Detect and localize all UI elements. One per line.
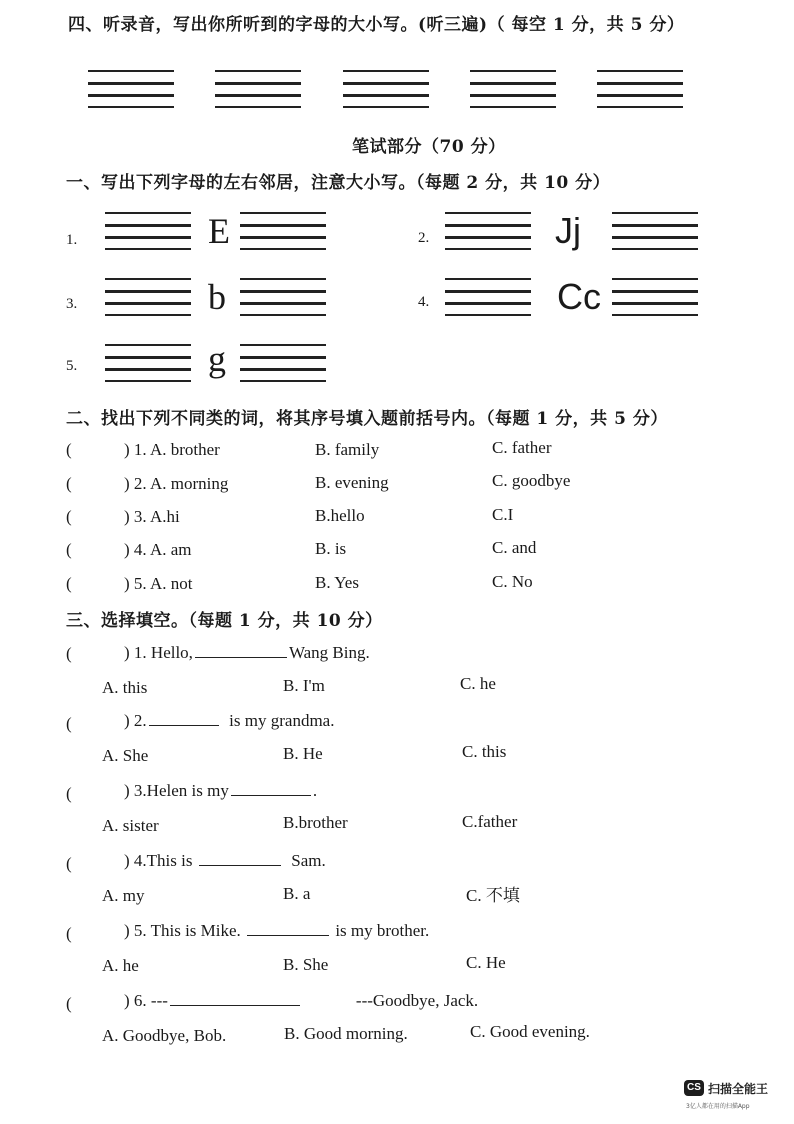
letter-prompt: Cc [557,276,601,317]
question-text [124,710,334,731]
writing-grid[interactable] [612,212,698,250]
option-c: C. and [492,538,537,557]
option-b: B. I'm [283,676,325,695]
writing-grid[interactable] [88,70,174,108]
answer-paren[interactable]: ( [66,924,72,943]
answer-paren[interactable]: ( [66,474,72,493]
option-a: ) 5. A. not [124,574,193,593]
question-stem-end: is my brother. [335,921,430,940]
question-text [124,850,326,871]
answer-paren[interactable]: ( [66,784,72,803]
option-b: B. Good morning. [284,1024,408,1043]
option-b: B. evening [315,473,389,492]
question-stem-end: Sam. [291,851,326,870]
answer-paren[interactable]: ( [66,507,72,526]
option-a: ) 4. A. am [124,540,192,559]
option-a: A. my [102,886,145,905]
question-text [124,780,317,801]
fill-blank[interactable] [149,710,219,726]
option-b: B. She [283,955,329,974]
option-c: C.father [462,812,518,831]
option-a: A. She [102,746,149,765]
writing-grid[interactable] [105,278,191,316]
answer-paren[interactable]: ( [66,540,72,559]
option-a: A. sister [102,816,159,835]
item-number: 3. [66,296,78,312]
writing-grid[interactable] [445,212,531,250]
option-b: B. He [283,744,323,763]
option-b: B.hello [315,506,365,525]
letter-prompt: E [208,211,230,251]
writing-grid[interactable] [240,278,326,316]
answer-paren[interactable]: ( [66,574,72,593]
question-stem-end: . [312,781,318,800]
question-stem: ) 3.Helen is my [124,781,229,800]
option-b: B.brother [283,813,348,832]
option-a: ) 3. A.hi [124,507,180,526]
option-b: B. a [283,884,311,903]
question-text [124,642,370,663]
answer-paren[interactable]: ( [66,994,72,1013]
scanner-tagline: 3亿人都在用的扫描App [686,1103,750,1110]
option-c: C. Good evening. [470,1022,590,1041]
item-number: 5. [66,358,78,374]
writing-grid[interactable] [240,344,326,382]
question-stem-end: ---Goodbye, Jack. [355,991,479,1010]
option-a: A. he [102,956,139,975]
question-stem: ) 2. [124,711,147,730]
fill-blank[interactable] [231,780,311,796]
question-stem: ) 1. Hello, [124,643,193,662]
writing-grid[interactable] [105,344,191,382]
option-c: C. He [466,953,506,972]
option-c: C. he [460,674,496,693]
question-stem: ) 6. --- [124,991,168,1010]
option-a: A. Goodbye, Bob. [102,1026,227,1045]
writing-grid[interactable] [612,278,698,316]
fill-blank[interactable] [247,920,329,936]
question-stem-end: Wang Bing. [288,643,370,662]
answer-paren[interactable]: ( [66,644,72,663]
item-number: 2. [418,230,430,246]
item-number: 1. [66,232,78,248]
part3-title: 三、选择填空。（每题 1 分，共 10 分） [66,611,383,631]
option-b: B. family [315,440,380,459]
writing-grid[interactable] [343,70,429,108]
answer-paren[interactable]: ( [66,714,72,733]
option-a: ) 2. A. morning [124,474,229,493]
question-stem: ) 5. This is Mike. [124,921,241,940]
writing-grid[interactable] [215,70,301,108]
fill-blank[interactable] [170,990,300,1006]
part2-title: 二、找出下列不同类的词，将其序号填入题前括号内。（每题 1 分，共 5 分） [66,409,668,429]
item-number: 4. [418,294,430,310]
question-stem: ) 4.This is [124,851,193,870]
option-b: B. Yes [315,573,359,592]
writing-grid[interactable] [445,278,531,316]
writing-grid[interactable] [597,70,683,108]
part4-title: 四、听录音，写出你所听到的字母的大小写。(听三遍)（ 每空 1 分，共 5 分） [68,15,685,35]
written-part-title: 笔试部分（70 分） [352,137,506,157]
scanner-app-name: 扫描全能王 [708,1082,769,1096]
fill-blank[interactable] [195,642,287,658]
question-text [124,920,429,941]
option-c: C. goodbye [492,471,571,490]
option-a: A. this [102,678,148,697]
scanner-logo: CS [684,1080,704,1096]
letter-prompt: Jj [555,210,581,251]
question-stem-end: is my grandma. [229,711,335,730]
option-b: B. is [315,539,347,558]
letter-prompt: b [208,277,226,317]
question-text [124,990,478,1011]
fill-blank[interactable] [199,850,281,866]
writing-grid[interactable] [105,212,191,250]
option-c: C.I [492,505,514,524]
writing-grid[interactable] [470,70,556,108]
writing-grid[interactable] [240,212,326,250]
part1-title: 一、写出下列字母的左右邻居，注意大小写。（每题 2 分，共 10 分） [66,173,611,193]
answer-paren[interactable]: ( [66,440,72,459]
option-c: C. this [462,742,507,761]
option-c: C. father [492,438,552,457]
letter-prompt: g [208,339,226,379]
option-c: C. No [492,572,533,591]
answer-paren[interactable]: ( [66,854,72,873]
option-c: C. 不填 [466,886,520,905]
option-a: ) 1. A. brother [124,440,220,459]
